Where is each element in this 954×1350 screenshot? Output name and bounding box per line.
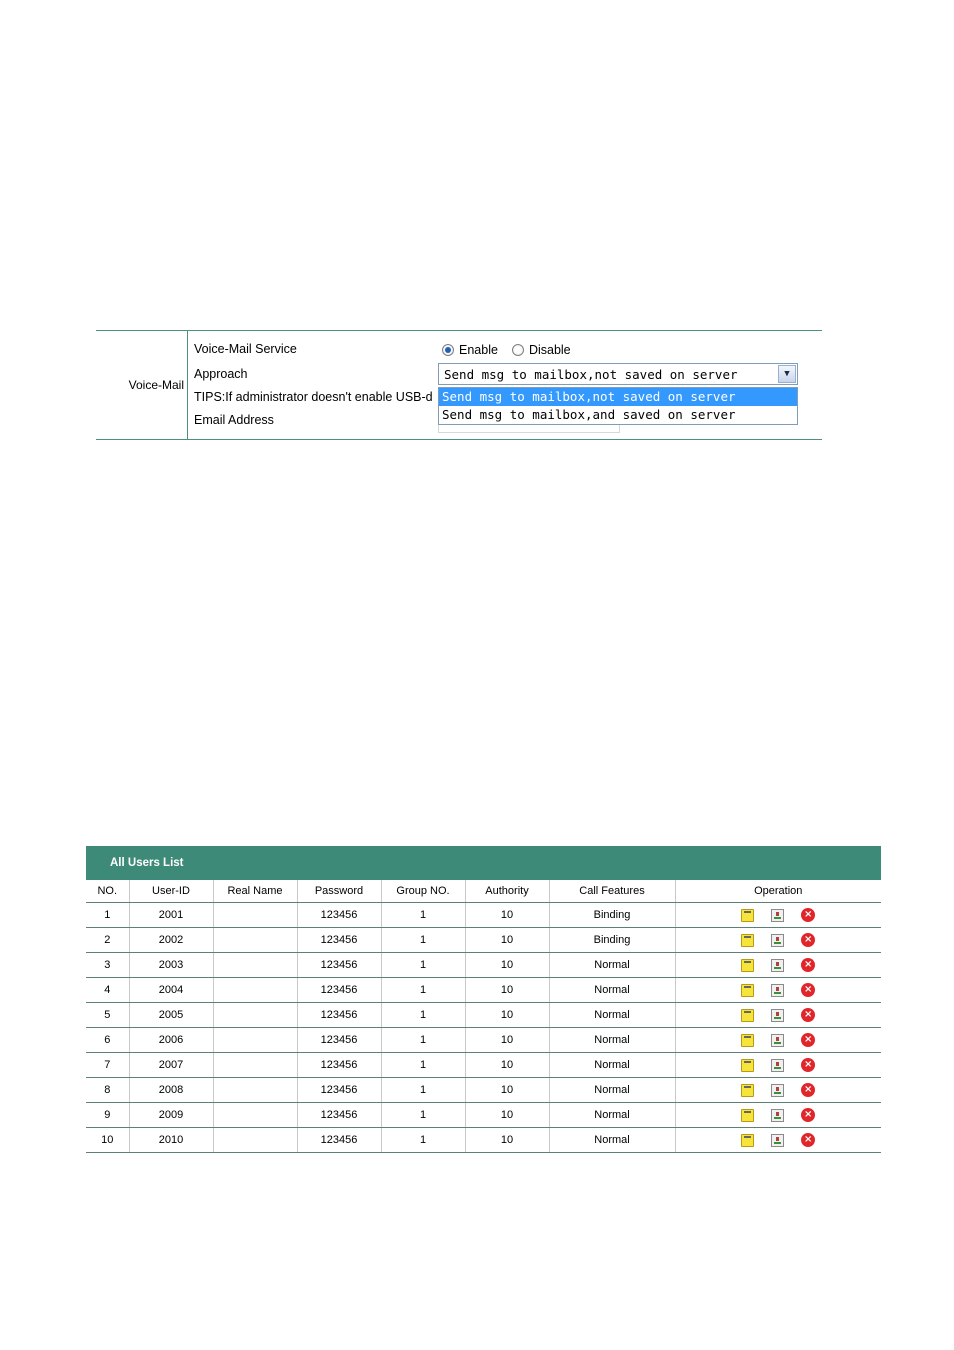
- edit-note-icon[interactable]: [741, 909, 754, 922]
- enable-radio[interactable]: [442, 344, 454, 356]
- operation-cell: [675, 1003, 881, 1028]
- edit-note-icon[interactable]: [741, 1009, 754, 1022]
- operation-cell: [675, 1128, 881, 1153]
- operation-buttons: [676, 953, 882, 977]
- delete-icon[interactable]: ×: [801, 933, 815, 947]
- table-row: [86, 1103, 881, 1128]
- user-id-cell: 2010: [129, 1128, 213, 1153]
- picture-icon[interactable]: [771, 1009, 784, 1022]
- table-row: [86, 1128, 881, 1153]
- call-features-cell: Normal: [549, 1103, 675, 1128]
- row-number-cell: 3: [86, 953, 129, 978]
- row-number-cell: 6: [86, 1028, 129, 1053]
- approach-label: Approach: [194, 367, 248, 381]
- call-features-cell: Binding: [549, 903, 675, 928]
- group-number-cell: 1: [381, 1128, 465, 1153]
- edit-note-icon[interactable]: [741, 934, 754, 947]
- call-features-cell: Binding: [549, 928, 675, 953]
- group-number-cell: 1: [381, 953, 465, 978]
- edit-note-icon[interactable]: [741, 959, 754, 972]
- approach-select-value: Send msg to mailbox,not saved on server: [444, 366, 738, 382]
- users-table-header-row: [86, 880, 881, 903]
- delete-icon[interactable]: ×: [801, 983, 815, 997]
- password-cell: 123456: [297, 1028, 381, 1053]
- picture-icon[interactable]: [771, 1034, 784, 1047]
- user-id-cell: 2006: [129, 1028, 213, 1053]
- group-number-cell: 1: [381, 1078, 465, 1103]
- authority-cell: 10: [465, 978, 549, 1003]
- picture-icon[interactable]: [771, 934, 784, 947]
- row-number-cell: 9: [86, 1103, 129, 1128]
- password-cell: 123456: [297, 1053, 381, 1078]
- authority-cell: 10: [465, 1128, 549, 1153]
- approach-select[interactable]: [438, 363, 798, 385]
- column-header: Real Name: [213, 880, 297, 903]
- picture-icon[interactable]: [771, 1134, 784, 1147]
- password-cell: 123456: [297, 1128, 381, 1153]
- group-number-cell: 1: [381, 903, 465, 928]
- edit-note-icon[interactable]: [741, 1059, 754, 1072]
- operation-cell: [675, 1103, 881, 1128]
- voicemail-panel: [96, 330, 822, 440]
- approach-option[interactable]: Send msg to mailbox,and saved on server: [442, 407, 736, 422]
- edit-note-icon[interactable]: [741, 984, 754, 997]
- email-address-label: Email Address: [194, 413, 274, 427]
- row-number-cell: 10: [86, 1128, 129, 1153]
- delete-icon[interactable]: ×: [801, 1008, 815, 1022]
- operation-buttons: [676, 1128, 882, 1152]
- edit-note-icon[interactable]: [741, 1134, 754, 1147]
- call-features-cell: Normal: [549, 953, 675, 978]
- call-features-cell: Normal: [549, 1003, 675, 1028]
- real-name-cell: [213, 1003, 297, 1028]
- table-row: [86, 1078, 881, 1103]
- authority-cell: 10: [465, 928, 549, 953]
- voicemail-section-label: Voice-Mail: [96, 331, 188, 439]
- real-name-cell: [213, 953, 297, 978]
- users-table: [86, 880, 881, 1153]
- delete-icon[interactable]: ×: [801, 1033, 815, 1047]
- delete-icon[interactable]: ×: [801, 1083, 815, 1097]
- user-id-cell: 2003: [129, 953, 213, 978]
- operation-buttons: [676, 1003, 882, 1027]
- row-number-cell: 8: [86, 1078, 129, 1103]
- group-number-cell: 1: [381, 1003, 465, 1028]
- user-id-cell: 2008: [129, 1078, 213, 1103]
- picture-icon[interactable]: [771, 1059, 784, 1072]
- password-cell: 123456: [297, 903, 381, 928]
- users-list-panel: [86, 846, 881, 1153]
- delete-icon[interactable]: ×: [801, 1058, 815, 1072]
- group-number-cell: 1: [381, 928, 465, 953]
- operation-cell: [675, 978, 881, 1003]
- operation-cell: [675, 1053, 881, 1078]
- real-name-cell: [213, 978, 297, 1003]
- authority-cell: 10: [465, 1003, 549, 1028]
- column-header: Group NO.: [381, 880, 465, 903]
- row-number-cell: 4: [86, 978, 129, 1003]
- operation-cell: [675, 953, 881, 978]
- user-id-cell: 2005: [129, 1003, 213, 1028]
- row-number-cell: 2: [86, 928, 129, 953]
- table-row: [86, 978, 881, 1003]
- operation-cell: [675, 1028, 881, 1053]
- picture-icon[interactable]: [771, 1084, 784, 1097]
- group-number-cell: 1: [381, 1028, 465, 1053]
- authority-cell: 10: [465, 1078, 549, 1103]
- real-name-cell: [213, 1028, 297, 1053]
- column-header: Authority: [465, 880, 549, 903]
- operation-buttons: [676, 928, 882, 952]
- real-name-cell: [213, 1053, 297, 1078]
- column-header: NO.: [86, 880, 129, 903]
- edit-note-icon[interactable]: [741, 1109, 754, 1122]
- enable-radio-label[interactable]: Enable: [459, 343, 498, 357]
- password-cell: 123456: [297, 978, 381, 1003]
- picture-icon[interactable]: [771, 959, 784, 972]
- real-name-cell: [213, 903, 297, 928]
- table-row: [86, 903, 881, 928]
- voicemail-service-label: Voice-Mail Service: [194, 342, 297, 356]
- authority-cell: 10: [465, 1053, 549, 1078]
- column-header: Password: [297, 880, 381, 903]
- call-features-cell: Normal: [549, 978, 675, 1003]
- approach-option[interactable]: Send msg to mailbox,not saved on server: [439, 388, 797, 406]
- group-number-cell: 1: [381, 978, 465, 1003]
- approach-dropdown-list: [438, 387, 798, 425]
- delete-icon[interactable]: ×: [801, 958, 815, 972]
- table-row: [86, 1003, 881, 1028]
- call-features-cell: Normal: [549, 1128, 675, 1153]
- user-id-cell: 2001: [129, 903, 213, 928]
- column-header: Operation: [675, 880, 881, 903]
- real-name-cell: [213, 1128, 297, 1153]
- disable-radio-label[interactable]: Disable: [528, 343, 571, 357]
- row-number-cell: 5: [86, 1003, 129, 1028]
- chevron-down-icon[interactable]: ▼: [778, 365, 796, 383]
- column-header: User-ID: [129, 880, 213, 903]
- password-cell: 123456: [297, 1078, 381, 1103]
- picture-icon[interactable]: [771, 984, 784, 997]
- edit-note-icon[interactable]: [741, 1084, 754, 1097]
- operation-cell: [675, 903, 881, 928]
- row-number-cell: 1: [86, 903, 129, 928]
- authority-cell: 10: [465, 1028, 549, 1053]
- authority-cell: 10: [465, 953, 549, 978]
- voicemail-service-radio-group: [442, 343, 585, 357]
- users-list-title: All Users List: [86, 846, 881, 880]
- picture-icon[interactable]: [771, 1109, 784, 1122]
- row-number-cell: 7: [86, 1053, 129, 1078]
- email-address-input[interactable]: [438, 425, 620, 433]
- operation-buttons: [676, 1028, 882, 1052]
- password-cell: 123456: [297, 1103, 381, 1128]
- operation-buttons: [676, 1078, 882, 1102]
- operation-cell: [675, 928, 881, 953]
- user-id-cell: 2009: [129, 1103, 213, 1128]
- delete-icon[interactable]: ×: [801, 1108, 815, 1122]
- password-cell: 123456: [297, 928, 381, 953]
- tips-text: TIPS:If administrator doesn't enable USB-d: [194, 390, 433, 404]
- group-number-cell: 1: [381, 1053, 465, 1078]
- table-row: [86, 1053, 881, 1078]
- call-features-cell: Normal: [549, 1078, 675, 1103]
- real-name-cell: [213, 1103, 297, 1128]
- operation-buttons: [676, 1103, 882, 1127]
- edit-note-icon[interactable]: [741, 1034, 754, 1047]
- password-cell: 123456: [297, 953, 381, 978]
- user-id-cell: 2004: [129, 978, 213, 1003]
- column-header: Call Features: [549, 880, 675, 903]
- real-name-cell: [213, 1078, 297, 1103]
- delete-icon[interactable]: ×: [801, 1133, 815, 1147]
- table-row: [86, 953, 881, 978]
- group-number-cell: 1: [381, 1103, 465, 1128]
- delete-icon[interactable]: ×: [801, 908, 815, 922]
- operation-cell: [675, 1078, 881, 1103]
- users-table-body: [86, 903, 881, 1153]
- operation-buttons: [676, 903, 882, 927]
- call-features-cell: Normal: [549, 1053, 675, 1078]
- table-row: [86, 928, 881, 953]
- user-id-cell: 2002: [129, 928, 213, 953]
- authority-cell: 10: [465, 1103, 549, 1128]
- picture-icon[interactable]: [771, 909, 784, 922]
- operation-buttons: [676, 978, 882, 1002]
- authority-cell: 10: [465, 903, 549, 928]
- operation-buttons: [676, 1053, 882, 1077]
- real-name-cell: [213, 928, 297, 953]
- disable-radio[interactable]: [512, 344, 524, 356]
- user-id-cell: 2007: [129, 1053, 213, 1078]
- call-features-cell: Normal: [549, 1028, 675, 1053]
- password-cell: 123456: [297, 1003, 381, 1028]
- table-row: [86, 1028, 881, 1053]
